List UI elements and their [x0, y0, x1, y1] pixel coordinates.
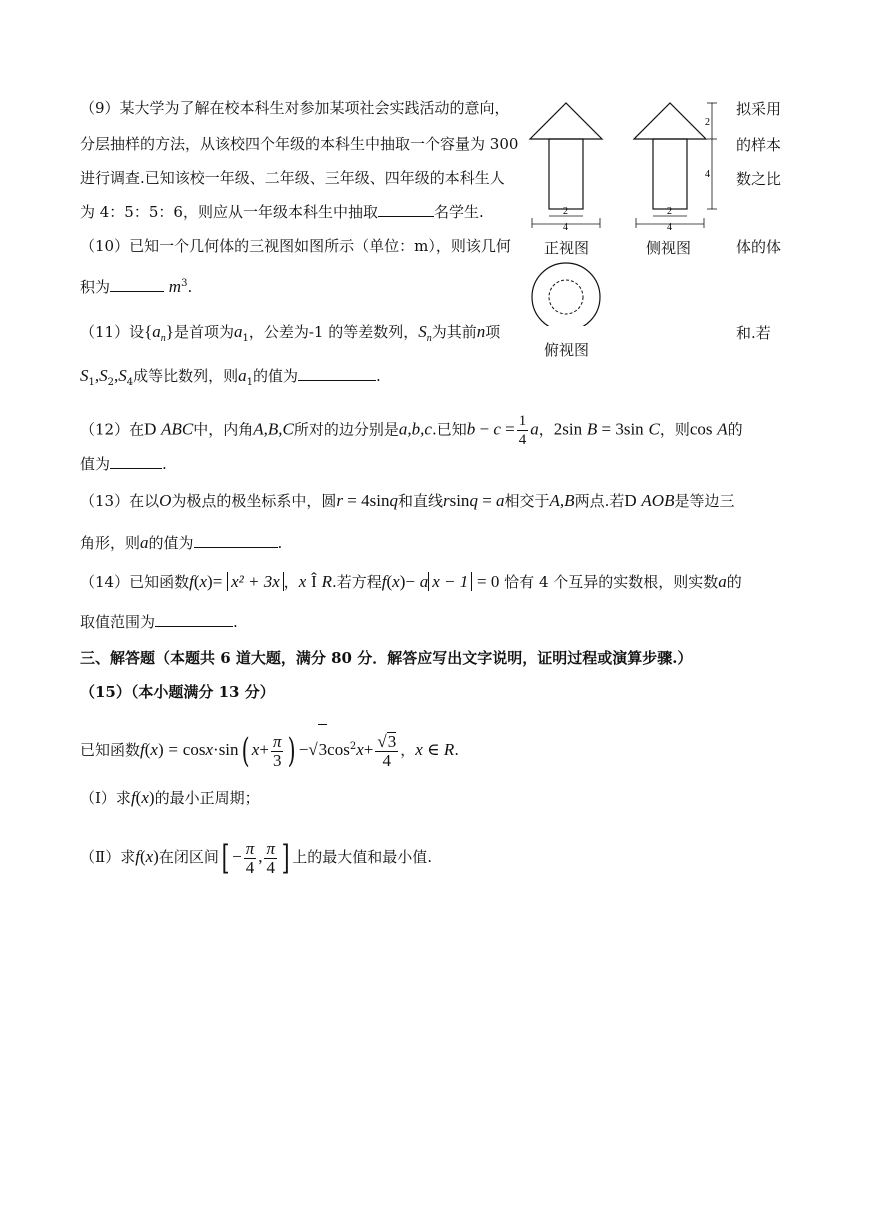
q15-title: （15）（本小题满分 13 分）	[80, 683, 275, 701]
side-dim-2: 2	[667, 206, 672, 217]
vertical-dim-2: 2	[705, 117, 710, 128]
q9-line2: 分层抽样的方法，从该校四个年级的本科生中抽取一个容量为 300	[80, 135, 519, 153]
top-view-label: 俯视图	[544, 341, 590, 359]
q12-line2: 值为 .	[80, 455, 167, 473]
answer-blank	[378, 202, 434, 217]
q15-part2: （Ⅱ）求f(x)在闭区间[ − $\frac{\pi}{4}$ , $\frac{\pi}{4}$ ] 上的最大值和最小值.	[80, 838, 433, 878]
side-view-body	[653, 139, 687, 209]
q10-line1: （10）已知一个几何体的三视图如图所示（单位：m），则该几何	[80, 237, 511, 255]
answer-blank	[298, 366, 376, 381]
answer-blank	[110, 454, 162, 469]
vertical-dim-4: 4	[705, 169, 710, 180]
front-view-label: 正视图	[544, 239, 590, 257]
q15-part1: （Ⅰ）求f(x)的最小正周期；	[80, 788, 260, 807]
front-dim-4: 4	[563, 222, 568, 233]
answer-blank	[194, 533, 278, 548]
q15-given: 已知函数f(x) = cosx·sin( x+ $\frac{\pi}{3}$ ) $-√3\cos^2x+$ $\frac{√3}{4}$ ，x ∈ R.	[80, 722, 459, 772]
q14-line1: （14）已知函数f(x)= x² + 3x ，x Î R.若方程f(x)− a x − 1 = 0 恰有 4 个互异的实数根，则实数a的	[80, 572, 742, 591]
q10-line1-tail: 体的体	[736, 238, 782, 256]
q14-line2: 取值范围为 .	[80, 613, 238, 631]
q9-line3-tail: 数之比	[736, 170, 782, 188]
q13-line2: 角形，则a的值为 .	[80, 533, 283, 552]
answer-blank	[110, 277, 164, 292]
front-view-roof	[530, 103, 602, 139]
side-dim-4: 4	[667, 222, 672, 233]
answer-blank	[155, 612, 233, 627]
q12-line1: （12）在D ABC中，内角A,B,C所对的边分别是a,b,c.已知b − c = $\frac{1}{4}$ a，2sin B = 3sin C，则cos A的	[80, 413, 743, 448]
q9-line3: 进行调查.已知该校一年级、二年级、三年级、四年级的本科生人	[80, 169, 505, 187]
q11-line2: $S_1,S_2,S_4$成等比数列，则$a_1$的值为 .	[80, 366, 381, 388]
side-view-roof	[634, 103, 706, 139]
section3-heading: 三、解答题（本题共 6 道大题，满分 80 分．解答应写出文字说明，证明过程或演算步骤.）	[80, 649, 693, 667]
q11-line1-tail: 和.若	[736, 324, 771, 342]
three-view-figure	[520, 96, 730, 326]
q11-line1: （11）设$\{a_n\}$是首项为$a_1$，公差为-1 的等差数列，$S_n$为其前n项	[80, 322, 501, 344]
q9-line4: 为 4：5：5：6，则应从一年级本科生中抽取 名学生.	[80, 203, 484, 221]
q10-line2: 积为 $m^3$.	[80, 277, 193, 296]
front-view-body	[549, 139, 583, 209]
top-view-outer-circle	[532, 263, 600, 326]
top-view-inner-circle	[549, 280, 583, 314]
q9-line2-tail: 的样本	[736, 136, 782, 154]
q9-line1-tail: 拟采用	[736, 100, 782, 118]
q9-line1: （9）某大学为了解在校本科生对参加某项社会实践活动的意向，	[80, 99, 510, 117]
front-dim-2: 2	[563, 206, 568, 217]
side-view-label: 侧视图	[646, 239, 692, 257]
q13-line1: （13）在以O为极点的极坐标系中，圆r = 4sinq和直线rsinq = a相交于A,B两点.若D AOB是等边三	[80, 491, 735, 510]
